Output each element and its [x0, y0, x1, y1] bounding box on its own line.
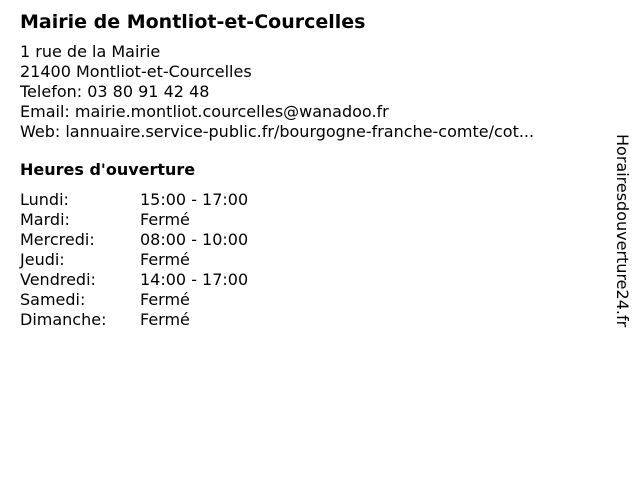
- address-block: [20, 42, 600, 142]
- postal-city: 21400 Montliot-et-Courcelles: [20, 62, 252, 81]
- street-address: 1 rue de la Mairie: [20, 42, 161, 61]
- website-link[interactable]: Web: lannuaire.service-public.fr/bourgogne-franche-comte/cot...: [20, 122, 535, 141]
- page-title: Mairie de Montliot-et-Courcelles: [20, 11, 366, 33]
- opening-hours-heading: Heures d'ouverture: [20, 160, 196, 179]
- hours-value: 08:00 - 10:00: [140, 230, 249, 249]
- phone-number: Telefon: 03 80 91 42 48: [20, 82, 210, 101]
- hours-value: 15:00 - 17:00: [140, 190, 249, 209]
- hours-row-sunday: [20, 310, 600, 330]
- hours-value: Fermé: [140, 310, 190, 329]
- day-label: Lundi:: [20, 190, 69, 209]
- hours-row-saturday: [20, 290, 600, 310]
- hours-value: Fermé: [140, 290, 190, 309]
- day-label: Mardi:: [20, 210, 70, 229]
- opening-hours-table: [20, 190, 600, 330]
- day-label: Mercredi:: [20, 230, 95, 249]
- day-label: Dimanche:: [20, 310, 107, 329]
- hours-row-friday: [20, 270, 600, 290]
- hours-row-thursday: [20, 250, 600, 270]
- hours-row-wednesday: [20, 230, 600, 250]
- email-address: Email: mairie.montliot.courcelles@wanadoo.fr: [20, 102, 389, 121]
- hours-value: Fermé: [140, 210, 190, 229]
- hours-row-tuesday: [20, 210, 600, 230]
- hours-value: 14:00 - 17:00: [140, 270, 249, 289]
- hours-row-monday: [20, 190, 600, 210]
- business-card: [20, 10, 600, 330]
- day-label: Jeudi:: [20, 250, 65, 269]
- site-watermark: Horairesdouverture24.fr: [613, 134, 632, 328]
- hours-value: Fermé: [140, 250, 190, 269]
- day-label: Vendredi:: [20, 270, 96, 289]
- day-label: Samedi:: [20, 290, 86, 309]
